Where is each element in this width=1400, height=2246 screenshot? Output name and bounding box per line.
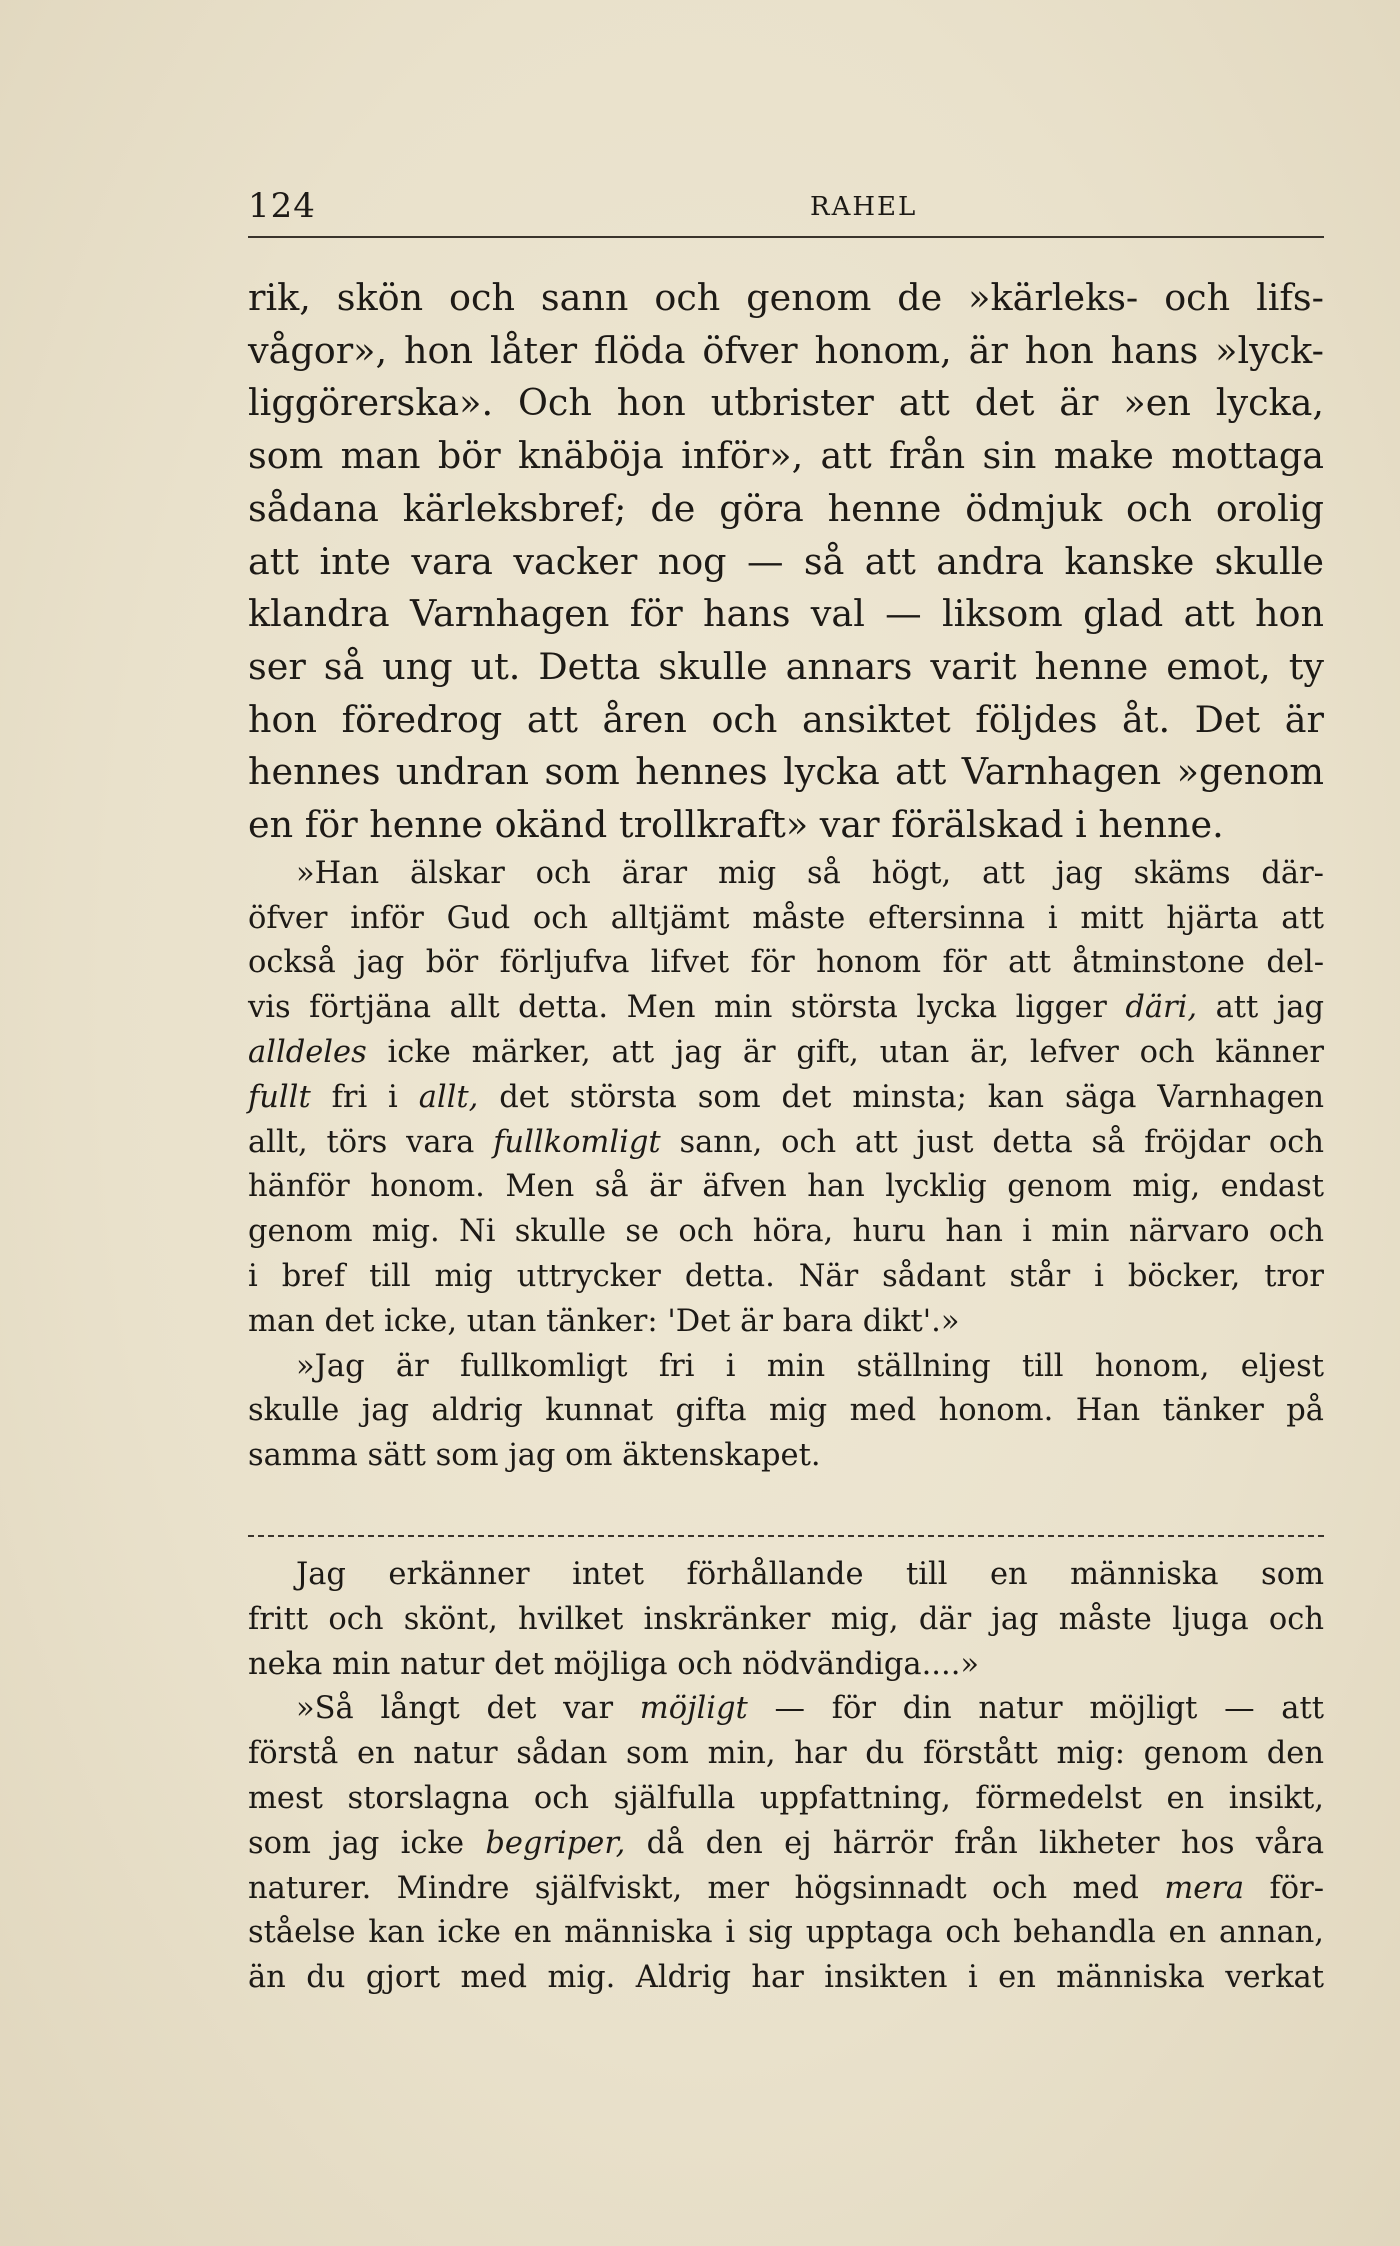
quote-block-1	[248, 852, 1324, 1479]
text-line: en för henne okänd trollkraft» var förälskad i henne.	[248, 803, 1224, 847]
quote-line: »Han älskar och ärar mig så högt, att jag skäms där-	[296, 855, 1324, 891]
quote-line: fritt och skönt, hvilket inskränker mig, där jag måste ljuga och	[248, 1601, 1324, 1637]
page-number: 124	[248, 186, 316, 226]
text-line: rik, skön och sann och genom de »kärleks- och lifs-	[248, 276, 1324, 319]
emphasis: alldeles	[248, 1034, 367, 1070]
quote-line: allt, törs vara fullkomligt sann, och att just detta så fröjdar och	[248, 1124, 1324, 1160]
quote-line: Jag erkänner intet förhållande till en människa som	[296, 1557, 1324, 1592]
quote-line: genom mig. Ni skulle se och höra, huru han i min närvaro och	[248, 1214, 1324, 1250]
intro-paragraph	[248, 272, 1324, 852]
text-line: sådana kärleksbref; de göra henne ödmjuk och orolig	[248, 486, 1324, 530]
running-title: RAHEL	[810, 192, 918, 222]
section-dash-rule	[248, 1535, 1324, 1537]
quote-line: »Så långt det var möjligt — för din natur möjligt — att	[296, 1691, 1324, 1727]
text-line: liggörerska». Och hon utbrister att det är »en lycka,	[248, 381, 1324, 425]
quote-line: också jag bör förljufva lifvet för honom för att åtminstone del-	[248, 945, 1324, 981]
body-text	[248, 272, 1324, 1479]
quote-line: neka min natur det möjliga och nödvändiga....»	[248, 1646, 980, 1682]
quote-line: ståelse kan icke en människa i sig upptaga och behandla en annan,	[248, 1915, 1324, 1951]
emphasis: begriper,	[485, 1825, 626, 1861]
quote-line: naturer. Mindre själfviskt, mer högsinnadt och med mera för-	[248, 1870, 1325, 1906]
page-header	[248, 182, 1324, 234]
emphasis: möjligt	[639, 1691, 748, 1727]
emphasis: allt,	[418, 1079, 479, 1115]
text-line: som man bör knäböja inför», att från sin make mottaga	[248, 434, 1324, 478]
quote-line: mest storslagna och själfulla uppfattning, förmedelst en insikt,	[248, 1780, 1324, 1816]
text-line: klandra Varnhagen för hans val — liksom glad att hon	[248, 592, 1324, 636]
text-line: hon föredrog att åren och ansiktet följdes åt. Det är	[248, 697, 1324, 741]
emphasis: däri,	[1125, 990, 1198, 1026]
quote-line: öfver inför Gud och alltjämt måste eftersinna i mitt hjärta att	[248, 900, 1324, 936]
quote-line: »Jag är fullkomligt fri i min ställning till honom, eljest	[296, 1348, 1324, 1384]
quote-block-2	[248, 1553, 1324, 2001]
quote-line: vis förtjäna allt detta. Men min största lycka ligger däri, att jag	[248, 990, 1324, 1026]
text-line: vågor», hon låter flöda öfver honom, är hon hans »lyck-	[248, 328, 1324, 372]
quote-line: alldeles icke märker, att jag är gift, utan är, lefver och känner	[248, 1034, 1325, 1070]
quote-line: samma sätt som jag om äktenskapet.	[248, 1438, 821, 1474]
emphasis: fullt	[248, 1079, 311, 1115]
quote-line: hänför honom. Men så är äfven han lycklig genom mig, endast	[248, 1169, 1324, 1205]
quote-line: skulle jag aldrig kunnat gifta mig med honom. Han tänker på	[248, 1393, 1324, 1429]
quote-line: i bref till mig uttrycker detta. När sådant står i böcker, tror	[248, 1258, 1324, 1294]
quote-line: fullt fri i allt, det största som det minsta; kan säga Varnhagen	[248, 1079, 1325, 1115]
header-rule	[248, 236, 1324, 238]
quote-line: förstå en natur sådan som min, har du förstått mig: genom den	[248, 1736, 1324, 1772]
quote-line: än du gjort med mig. Aldrig har insikten i en människa verkat	[248, 1960, 1324, 1996]
quote-line: som jag icke begriper, då den ej härrör från likheter hos våra	[248, 1825, 1325, 1861]
quote-line: man det icke, utan tänker: 'Det är bara dikt'.»	[248, 1303, 960, 1339]
text-line: att inte vara vacker nog — så att andra kanske skulle	[248, 539, 1324, 583]
text-line: hennes undran som hennes lycka att Varnhagen »genom	[248, 750, 1324, 794]
text-line: ser så ung ut. Detta skulle annars varit henne emot, ty	[248, 644, 1324, 688]
emphasis: mera	[1164, 1870, 1245, 1906]
emphasis: fullkomligt	[493, 1124, 661, 1160]
